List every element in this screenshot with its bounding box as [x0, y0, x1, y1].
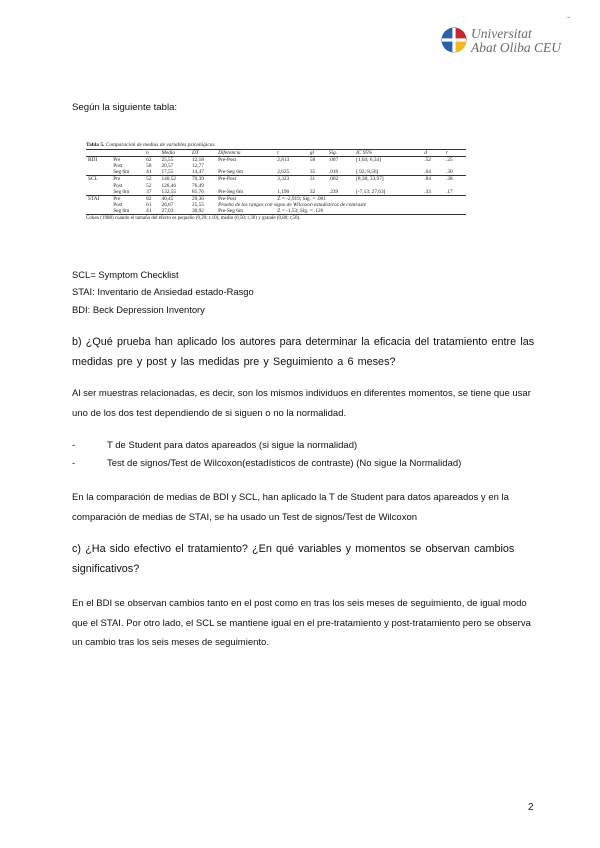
table-cell: Z = -2,919; Sig. = .001: [275, 195, 466, 202]
table-cell: .016: [328, 169, 339, 176]
table-cell: [111, 150, 144, 157]
table-cell: 20,57: [161, 163, 174, 170]
table-cell: .64: [424, 169, 431, 176]
table-row: [86, 157, 466, 164]
table-cell: 58: [309, 157, 316, 164]
embedded-table: [86, 142, 466, 222]
table-cell: 41: [144, 208, 159, 215]
list-bullet: -: [72, 440, 76, 451]
table-row: [86, 189, 466, 196]
list-item-text: Test de signos/Test de Wilcoxon(estadísticos de contraste) (No sigue la Normalidad): [107, 458, 462, 470]
table-cell: 126,46: [161, 182, 177, 189]
table-cell: .002: [327, 176, 354, 183]
table-cell: Post: [113, 201, 123, 208]
list-item: [72, 437, 542, 455]
university-emblem-icon: [440, 26, 468, 54]
table-cell: 25,55: [191, 201, 204, 208]
logo-line-2: Abat Oliba CEU: [471, 40, 561, 55]
table-cell: 1,196: [277, 188, 290, 195]
table-cell: Pre-Seg 6m: [216, 208, 275, 215]
list-item-text: T de Student para datos apareados (si sigue la normalidad): [107, 440, 358, 451]
table-cell: Prueba de los rangos con signo de Wilcoxon estadísticos de contraste: [218, 201, 367, 208]
table-cell: .33: [424, 188, 431, 195]
table-cell: 81,76: [191, 188, 204, 195]
answer-b-paragraph: Al ser muestras relacionadas, es decir, son los mismos individuos en diferentes momentos, se tiene que usar uno de los dos test dependiendo de si siguen o no la normalidad.: [72, 388, 531, 419]
table-cell: DT: [190, 150, 216, 157]
table-cell: .84: [422, 176, 444, 183]
table-cell: .30: [446, 169, 453, 176]
table-cell: r: [444, 150, 466, 157]
table-cell: 140,52: [159, 176, 190, 183]
table-cell: .52: [424, 157, 431, 164]
answer-b-conclusion: En la comparación de medias de BDI y SCL, han aplicado la T de Student para datos apareados y en la comparación de medias de STAI, se ha usado un Test de signos/Test de Wilcoxon: [72, 492, 509, 523]
table-cell: 30,92: [190, 208, 216, 215]
table-cell: 70,39: [190, 176, 216, 183]
table-cell: [-7,13; 27,63]: [356, 188, 386, 195]
question-b: b) ¿Qué prueba han aplicado los autores para determinar la eficacia del tratamiento entre las medidas pre y post y las medidas pre y Seguimiento a 6 meses?: [72, 336, 535, 368]
table-cell: Pre-Seg 6m: [218, 169, 243, 176]
table-cell: .25: [446, 157, 453, 164]
table-cell: t: [275, 150, 308, 157]
table-cell: gl: [308, 150, 327, 157]
table-row: [86, 176, 466, 183]
table-cell: .17: [446, 188, 453, 195]
table-cell: Pre-Post: [218, 157, 237, 164]
table-note: Cohen (1988) cuando el tamaño del efecto es pequeño (0,20; r,10), medio (0,50; r,30) y grande (0,80; r,50).: [86, 216, 301, 222]
test-options-list: [72, 437, 542, 474]
definition-bdi: BDI: Beck Depression Inventory: [72, 303, 205, 315]
logo-wordmark: [471, 27, 561, 55]
results-table: [86, 149, 466, 215]
table-caption-label: Tabla 5.: [86, 142, 105, 148]
table-row: [86, 208, 466, 215]
table-cell: [86, 189, 111, 196]
table-cell: Sig.: [327, 150, 354, 157]
table-cell: [8,38; 33,97]: [354, 176, 422, 183]
table-cell: Post: [113, 182, 123, 189]
answer-c-paragraph: En el BDI se observan cambios tanto en el post como en tras los seis meses de seguimiento, de igual modo que el STAI. Por otro lado, el SCL se mantiene igual en el pre-tratamiento y post-tratamiento pero se observa un cambio tras los seis meses de seguimiento.: [72, 598, 531, 648]
table-row: [86, 195, 466, 202]
table-cell: 132,55: [161, 188, 177, 195]
table-cell: 37: [146, 188, 152, 195]
table-cell: SCL: [86, 176, 111, 183]
table-cell: 12,77: [191, 163, 204, 170]
page-number: 2: [528, 802, 534, 813]
table-cell: 26,67: [161, 201, 174, 208]
table-row: [86, 169, 466, 176]
table-cell: [1,04; 6,34]: [356, 157, 381, 164]
list-item: [72, 455, 542, 473]
table-cell: 76,49: [191, 182, 204, 189]
table-cell: Pre: [111, 195, 144, 202]
table-cell: Post: [113, 163, 123, 170]
table-cell: Diferencia: [216, 150, 275, 157]
table-cell: IC 95%: [354, 150, 422, 157]
definition-stai: STAI: Inventario de Ansiedad estado-Rasgo: [72, 286, 254, 298]
table-cell: Pre-Post: [216, 176, 275, 183]
table-cell: 52: [144, 176, 159, 183]
intro-text: Según la siguiente tabla:: [72, 102, 178, 113]
table-cell: .38: [444, 176, 466, 183]
table-cell: [.92; 8,56]: [356, 169, 379, 176]
table-cell: 2,813: [277, 157, 290, 164]
table-cell: Z = -1,53; Sig. = .126: [275, 208, 466, 215]
list-bullet: -: [72, 458, 76, 470]
table-cell: Seg 6m: [113, 188, 130, 195]
table-cell: Pre: [113, 157, 121, 164]
table-caption-title: Comparación de medias de variables psicológicas: [105, 142, 215, 148]
table-cell: 41: [146, 169, 152, 176]
table-cell: BDI: [88, 157, 98, 164]
table-cell: 27,03: [159, 208, 190, 215]
table-row: [86, 150, 466, 157]
definition-scl: SCL= Symptom Checklist: [72, 269, 179, 280]
corner-mark: -: [567, 12, 570, 22]
table-cell: n: [144, 150, 159, 157]
table-cell: 62: [146, 157, 152, 164]
university-logo: [440, 26, 580, 62]
table-cell: 32: [309, 188, 316, 195]
table-cell: 17,55: [161, 169, 174, 176]
table-cell: Pre-Post: [216, 195, 275, 202]
table-cell: Seg 6m: [113, 169, 130, 176]
table-cell: 82: [144, 195, 159, 202]
table-cell: [86, 169, 111, 176]
table-cell: Seg 6m: [111, 208, 144, 215]
table-cell: d: [422, 150, 444, 157]
table-caption: [86, 142, 466, 148]
definitions-list: [72, 266, 538, 318]
table-cell: 14,47: [191, 169, 204, 176]
table-cell: 2,625: [277, 169, 290, 176]
table-cell: Pre: [111, 176, 144, 183]
table-cell: .007: [328, 157, 339, 164]
table-cell: 12,18: [191, 157, 204, 164]
table-cell: [86, 208, 111, 215]
table-cell: 40,45: [159, 195, 190, 202]
table-cell: 52: [146, 182, 152, 189]
table-cell: 58: [146, 163, 152, 170]
table-cell: 31: [308, 176, 327, 183]
logo-line-1: Universitat: [471, 26, 532, 41]
table-cell: Pre-Seg 6m: [218, 188, 243, 195]
table-cell: 35: [309, 169, 316, 176]
table-cell: Media: [159, 150, 190, 157]
table-cell: 29,36: [190, 195, 216, 202]
table-cell: STAI: [86, 195, 111, 202]
table-cell: 3,323: [275, 176, 308, 183]
question-c: c) ¿Ha sido efectivo el tratamiento? ¿En qué variables y momentos se observan cambios significativos?: [72, 543, 515, 575]
table-cell: [86, 150, 111, 157]
table-cell: 61: [146, 201, 152, 208]
table-cell: 25,55: [161, 157, 174, 164]
table-cell: .239: [328, 188, 339, 195]
